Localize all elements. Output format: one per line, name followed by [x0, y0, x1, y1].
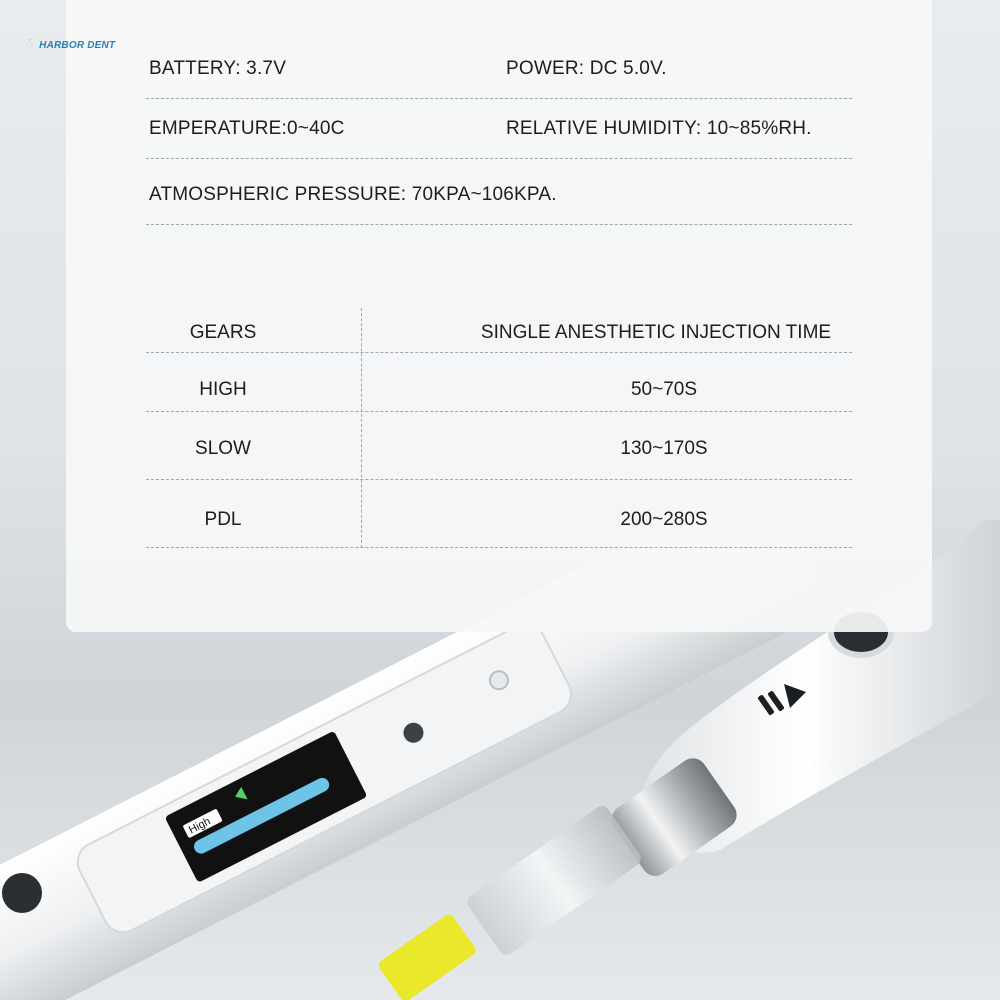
time-cell: 200~280S [620, 509, 708, 530]
power-spec: POWER: DC 5.0V. [506, 58, 667, 79]
brand-logo-text: HARBOR DENT [39, 39, 116, 51]
gear-cell: PDL [204, 509, 242, 530]
table-row [146, 352, 852, 412]
brand-logo [22, 38, 115, 52]
table-header-row [146, 308, 852, 353]
gear-cell: HIGH [199, 379, 247, 400]
table-row [146, 411, 852, 480]
tooth-logo-icon: 🦷 [22, 38, 38, 52]
header-injection-time: SINGLE ANESTHETIC INJECTION TIME [480, 322, 832, 343]
temperature-spec: EMPERATURE:0~40C [149, 118, 345, 139]
spec-row-1 [146, 58, 852, 99]
table-row [146, 479, 852, 548]
time-cell: 130~170S [620, 438, 708, 459]
time-cell: 50~70S [630, 379, 698, 400]
header-gears: GEARS [189, 322, 257, 343]
spec-row-2 [146, 118, 852, 159]
battery-spec: BATTERY: 3.7V [149, 58, 287, 79]
svg-text:High: High [186, 815, 213, 837]
gear-cell: SLOW [195, 438, 251, 459]
spec-row-3 [146, 184, 852, 225]
pressure-spec: ATMOSPHERIC PRESSURE: 70KPA~106KPA. [149, 184, 557, 205]
humidity-spec: RELATIVE HUMIDITY: 10~85%RH. [506, 118, 812, 139]
